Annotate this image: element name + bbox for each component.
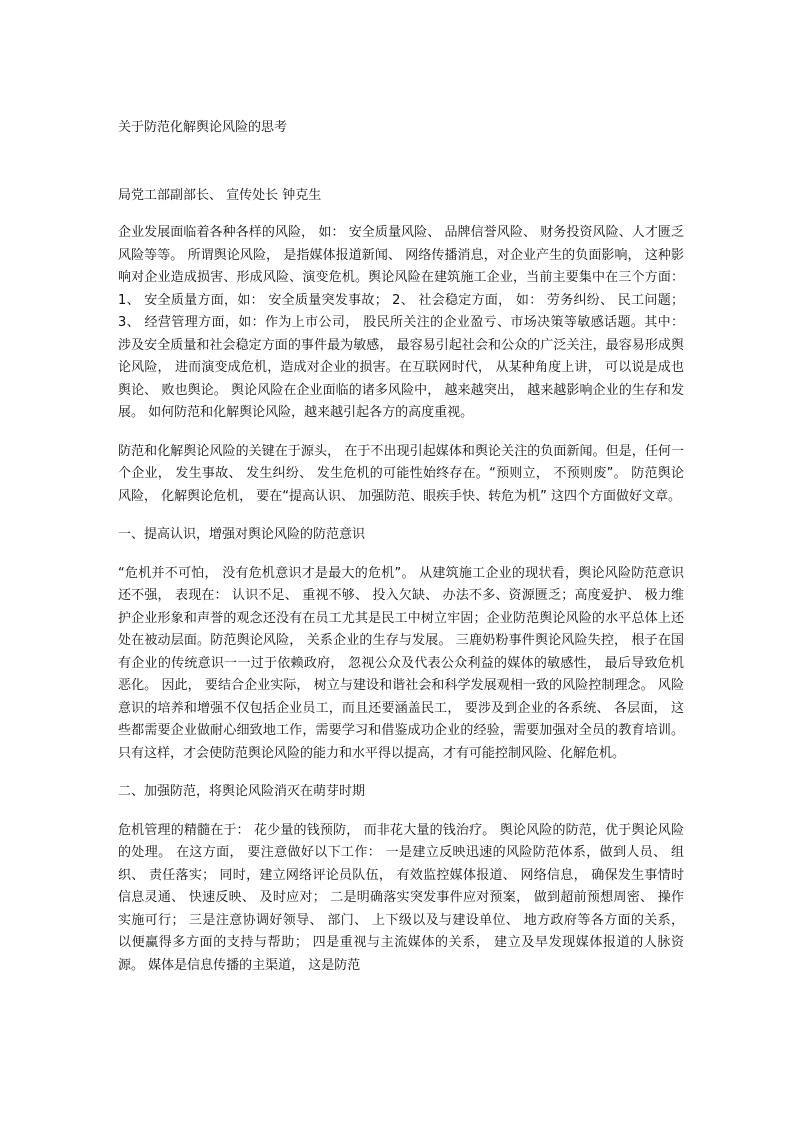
section-heading-2: 二、加强防范，将舆论风险消灭在萌芽时期 [118,784,366,799]
document-title: 关于防范化解舆论风险的思考 [118,120,288,135]
document-page [118,118,684,977]
paragraph-section-1: “危机并不可怕， 没有危机意识才是最大的危机”。 从建筑施工企业的现状看，舆论风险防范意识还不强， 表现在： 认识不足、 重视不够、 投入欠缺、 办法不多、资源匮乏；高度爱护、 极力维护企业形象和声誉的观念还没有在员工尤其是民工中树立牢固；企业防范舆论风险的水平总体上还处在被动层面。防范舆论风险， 关系企业的生存与发展。 三鹿奶粉事件舆论风险失控， 根子在国有企业的传统意识一一过于依赖政府， 忽视公众及代表公众利益的媒体的敏感性， 最后导致危机恶化。 因此， 要结合企业实际， 树立与建设和谐社会和科学发展观相一致的风险控制理念。 风险意识的培养和增强不仅包括企业员工，而且还要涵盖民工， 要涉及到企业的各系统、 各层面， 这些都需要企业做耐心细致地工作，需要学习和借鉴成功企业的经验，需要加强对全员的教育培训。只有这样，才会使防范舆论风险的能力和水平得以提高，才有可能控制风险、化解危机。 [118,565,684,761]
paragraph-key-point: 防范和化解舆论风险的关键在于源头， 在于不出现引起媒体和舆论关注的负面新闻。但是，任何一个企业， 发生事故、 发生纠纷、 发生危机的可能性始终存在。“预则立， 不预则废”。 防范舆论风险， 化解舆论危机， 要在“提高认识、 加强防范、眼疾手快、转危为机” 这四个方面做好文章。 [118,443,684,504]
paragraph-intro: 企业发展面临着各种各样的风险， 如： 安全质量风险、 品牌信誉风险、 财务投资风险、人才匮乏风险等等。 所谓舆论风险， 是指媒体报道新闻、 网络传播消息，对企业产生的负面影响， 这种影响对企业造成损害、形成风险、演变危机。舆论风险在建筑施工企业，当前主要集中在三个方面： 1、 安全质量方面，如： 安全质量突发事故； 2、 社会稳定方面， 如： 劳务纠纷、 民工问题； 3、 经营管理方面，如：作为上市公司， 股民所关注的企业盈亏、市场决策等敏感话题。其中： 涉及安全质量和社会稳定方面的事件最为敏感， 最容易引起社会和公众的广泛关注，最容易形成舆论风险， 进而演变成危机，造成对企业的损害。在互联网时代， 从某种角度上讲， 可以说是成也舆论、 败也舆论。 舆论风险在企业面临的诸多风险中， 越来越突出， 越来越影响企业的生存和发展。 如何防范和化解舆论风险，越来越引起各方的高度重视。 [118,225,684,420]
author-byline: 局党工部副部长、 宣传处长 钟克生 [118,188,322,203]
paragraph-section-2: 危机管理的精髓在于： 花少量的钱预防， 而非花大量的钱治疗。 舆论风险的防范，优于舆论风险的处理。 在这方面， 要注意做好以下工作： 一是建立反映迅速的风险防范体系，做到人员、 组织、 责任落实； 同时，建立网络评论员队伍， 有效监控媒体报道、 网络信息， 确保发生事情时信息灵通、 快速反映、 及时应对； 二是明确落实突发事件应对预案， 做到超前预想周密、 操作实施可行； 三是注意协调好领导、 部门、 上下级以及与建设单位、 地方政府等各方面的关系， 以便赢得多方面的支持与帮助； 四是重视与主流媒体的关系， 建立及早发现媒体报道的人脉资源。 媒体是信息传播的主渠道， 这是防范 [118,822,684,973]
section-heading-1: 一、提高认识，增强对舆论风险的防范意识 [118,527,366,542]
